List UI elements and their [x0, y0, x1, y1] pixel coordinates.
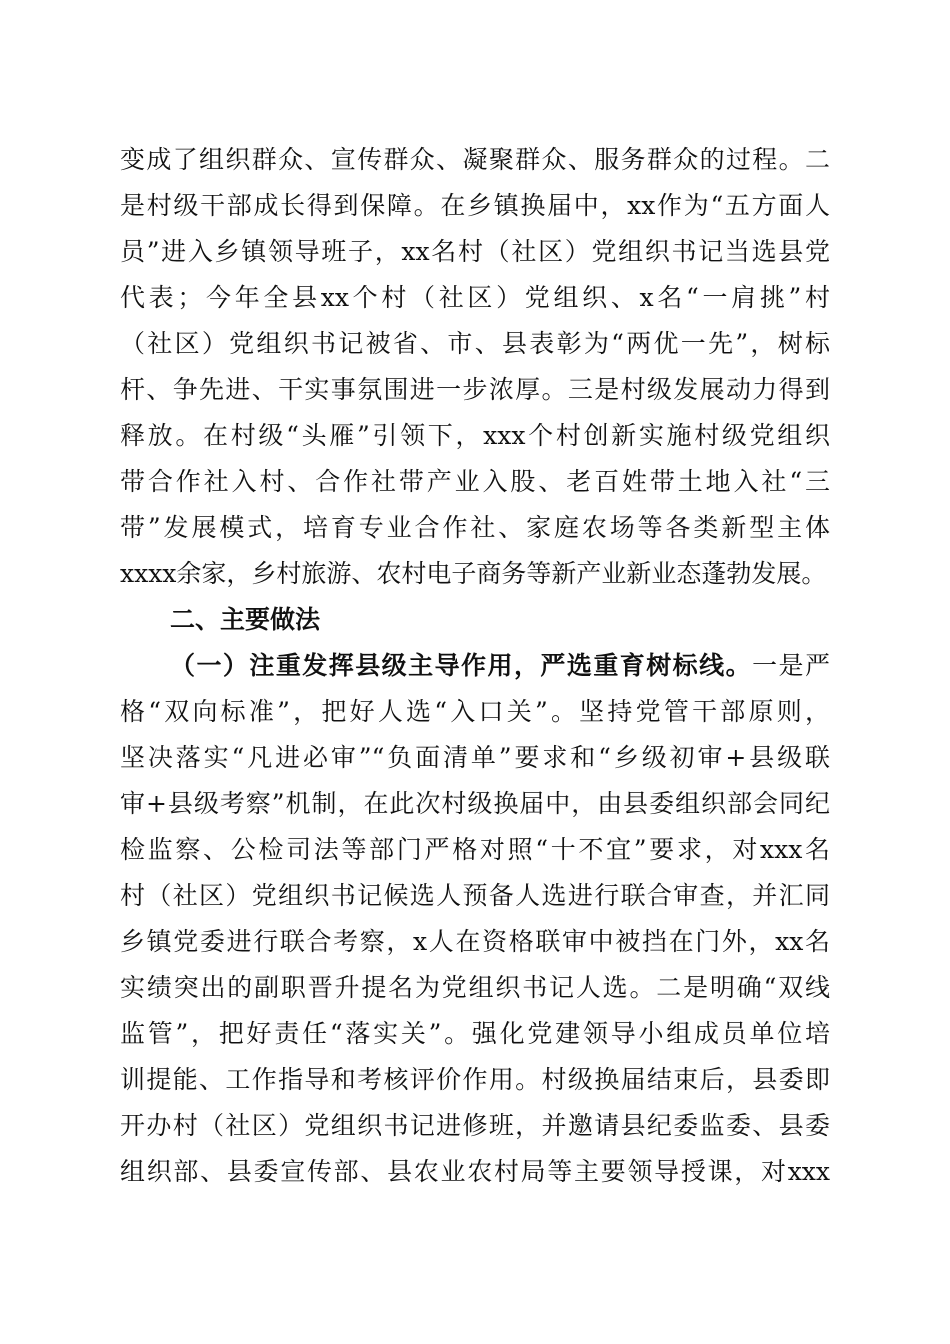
text-line: 组织部、县委宣传部、县农业农村局等主要领导授课，对xxx — [120, 1157, 830, 1186]
text-run: 一是严 — [752, 651, 830, 680]
paragraph-2 — [120, 643, 830, 1195]
paragraph-1 — [120, 137, 830, 597]
text-line: 审+县级考察”机制，在此次村级换届中，由县委组织部会同纪 — [120, 789, 830, 818]
text-line: 实绩突出的副职晋升提名为党组织书记人选。二是明确“双线 — [120, 973, 830, 1002]
text-line: 变成了组织群众、宣传群众、凝聚群众、服务群众的过程。二 — [120, 145, 830, 174]
text-line: 带合作社入村、合作社带产业入股、老百姓带土地入社“三 — [120, 467, 830, 496]
text-line — [120, 643, 830, 689]
subsection-heading: （一）注重发挥县级主导作用，严选重育树标线。 — [170, 651, 753, 680]
text-line: 训提能、工作指导和考核评价作用。村级换届结束后，县委即 — [120, 1065, 830, 1094]
text-line: 杆、争先进、干实事氛围进一步浓厚。三是村级发展动力得到 — [120, 375, 830, 404]
text-line: 村（社区）党组织书记候选人预备人选进行联合审查，并汇同 — [120, 881, 830, 910]
text-line: 坚决落实“凡进必审”“负面清单”要求和“乡级初审+县级联 — [120, 743, 830, 772]
section-heading: 二、主要做法 — [170, 605, 321, 634]
text-line: 检监察、公检司法等部门严格对照“十不宜”要求，对xxx名 — [120, 835, 830, 864]
text-line: 代表；今年全县xx个村（社区）党组织、x名“一肩挑”村 — [120, 283, 830, 312]
text-line: （社区）党组织书记被省、市、县表彰为“两优一先”，树标 — [120, 329, 830, 358]
text-line: xxxx余家，乡村旅游、农村电子商务等新产业新业态蓬勃发展。 — [120, 559, 827, 588]
text-line: 格“双向标准”，把好人选“入口关”。坚持党管干部原则， — [120, 697, 830, 726]
text-line: 带”发展模式，培育专业合作社、家庭农场等各类新型主体 — [120, 513, 830, 542]
text-line: 员”进入乡镇领导班子，xx名村（社区）党组织书记当选县党 — [120, 237, 830, 266]
body-text — [120, 137, 830, 1195]
text-line: 释放。在村级“头雁”引领下，xxx个村创新实施村级党组织 — [120, 421, 830, 450]
text-line: 乡镇党委进行联合考察，x人在资格联审中被挡在门外，xx名 — [120, 927, 830, 956]
text-line: 是村级干部成长得到保障。在乡镇换届中，xx作为“五方面人 — [120, 191, 830, 220]
text-line: 开办村（社区）党组织书记进修班，并邀请县纪委监委、县委 — [120, 1111, 830, 1140]
text-line: 监管”，把好责任“落实关”。强化党建领导小组成员单位培 — [120, 1019, 830, 1048]
